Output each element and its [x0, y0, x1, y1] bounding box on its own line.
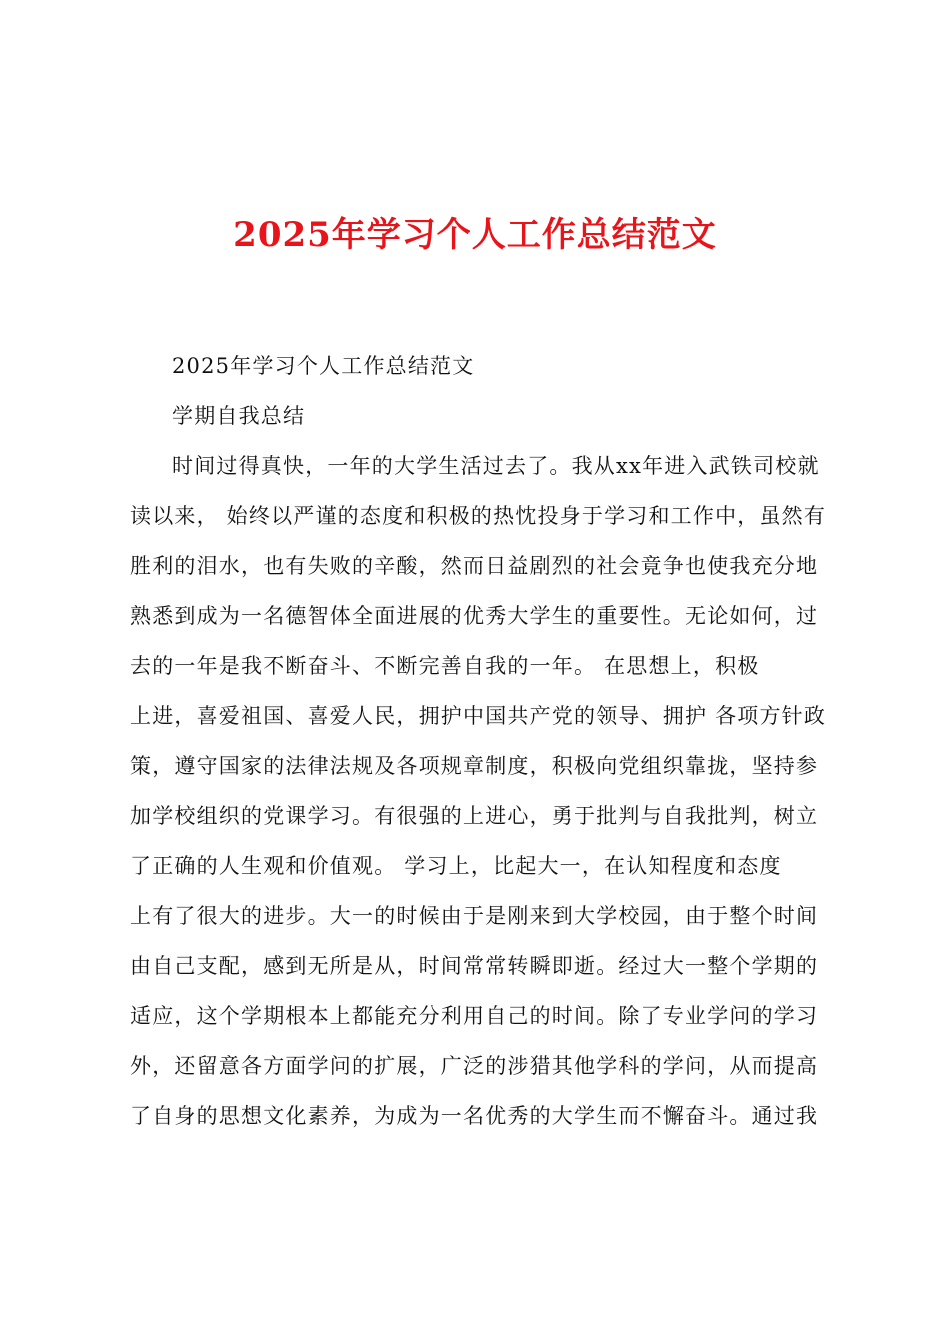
- section-heading: 学期自我总结: [172, 404, 306, 428]
- body-line-5: 去的一年是我不断奋斗、不断完善自我的一年。 在思想上，积极: [130, 654, 760, 678]
- body-line-10: 上有了很大的进步。大一的时候由于是刚来到大学校园，由于整个时间: [130, 904, 819, 928]
- body-line-14: 了自身的思想文化素养，为成为一名优秀的大学生而不懈奋斗。通过我: [130, 1104, 819, 1128]
- body-line-13: 外，还留意各方面学问的扩展，广泛的涉猎其他学科的学问，从而提高: [130, 1054, 819, 1078]
- body-line-3: 胜利的泪水，也有失败的辛酸，然而日益剧烈的社会竟争也使我充分地: [130, 554, 819, 578]
- body-line-1: 时间过得真快，一年的大学生活过去了。我从xx年进入武铁司校就: [172, 454, 820, 478]
- body-line-6: 上进，喜爱祖国、喜爱人民，拥护中国共产党的领导、拥护 各项方针政: [130, 704, 827, 728]
- body-line-12: 适应，这个学期根本上都能充分利用自己的时间。除了专业学问的学习: [130, 1004, 819, 1028]
- subtitle-line: 2025年学习个人工作总结范文: [172, 354, 475, 378]
- body-line-9: 了正确的人生观和价值观。 学习上，比起大一，在认知程度和态度: [130, 854, 782, 878]
- body-line-7: 策，遵守国家的法律法规及各项规章制度，积极向党组织靠拢，坚持参: [130, 754, 819, 778]
- body-line-8: 加学校组织的党课学习。有很强的上进心，勇于批判与自我批判，树立: [130, 804, 819, 828]
- document-title: 2025年学习个人工作总结范文: [233, 215, 717, 255]
- body-line-11: 由自己支配，感到无所是从，时间常常转瞬即逝。经过大一整个学期的: [130, 954, 819, 978]
- body-line-4: 熟悉到成为一名德智体全面进展的优秀大学生的重要性。无论如何，过: [130, 604, 819, 628]
- body-line-2: 读以来， 始终以严谨的态度和积极的热忱投身于学习和工作中，虽然有: [130, 504, 827, 528]
